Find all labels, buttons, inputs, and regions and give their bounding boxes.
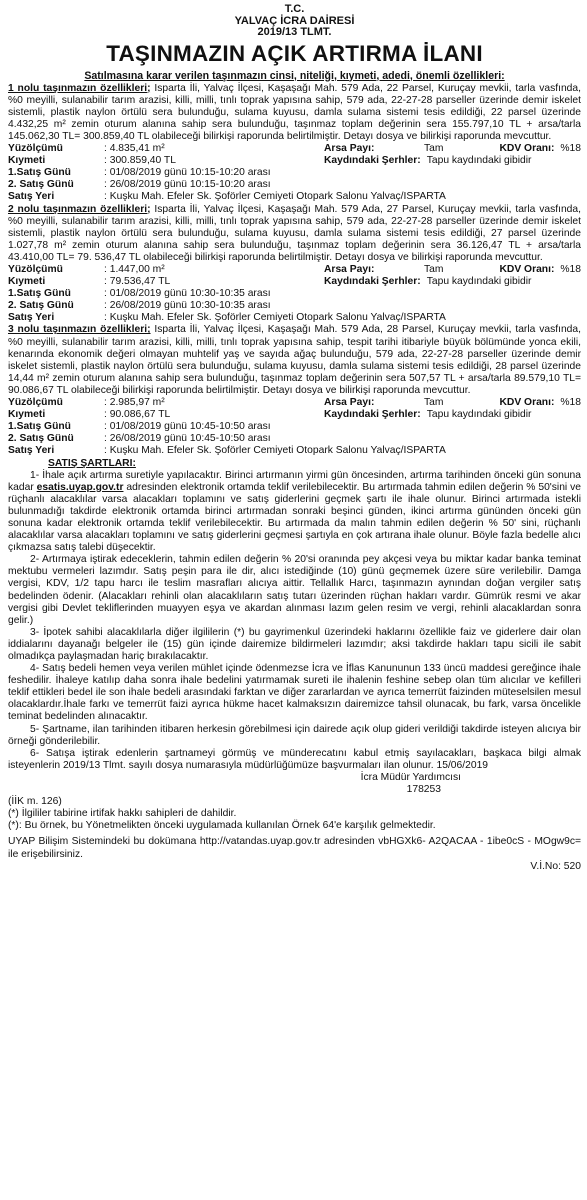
footnote-1: (*) İlgililer tabirine irtifak hakkı sahipleri de dahildir. [8,808,237,820]
row-sale1 [8,421,581,433]
row-value [8,276,581,288]
conditions-title: SATIŞ ŞARTLARI: [48,457,136,469]
value-registry: Tapu kaydındaki gibidir [426,276,532,288]
row-value [8,409,581,421]
header-tc: T.C. [284,3,305,15]
property-description [8,204,581,264]
value-registry: Tapu kaydındaki gibidir [426,155,532,167]
condition-2: 2- Artırmaya iştirak edeceklerin, tahmin edilen değerin % 20'si oranında pey akçesi veya bu miktar kadar banka teminat mektubu vermeleri lazımdır. Satış peşin para ile dir, alıcı istediğinde (10) günü geçmemek üzere süre verilebilir. Damga vergisi, KDV, 1/2 tapu harcı ile teslim masrafları alıcıya aittir. Tellallık Harcı, taşınmazın aynından doğan vergiler satış bedelinden ödenir. (Alacakları rehinli olan alacaklıların satış tutarı üzerinden rüçhan hakları vardır. Gümrük resmi ve akar vergisi gibi Devlet tekliflerinden muayyen eşya ve akardan alınması lazım gelen resim ve vergi, rehinli alacaklardan sonra gelir.) [8,554,581,626]
label-sale2: 2. Satış Günü [8,300,74,312]
footer-access-text: UYAP Bilişim Sistemindeki bu dokümana http://vatandas.uyap.gov.tr adresinden vbHGXk6- A2QACAA - 1ibe0cS - MOgw9c= ile erişebilirsiniz. [8,836,581,860]
row-location [8,191,581,203]
label-share: Arsa Payı: [324,264,375,275]
property-text: Isparta İli, Yalvaç İlçesi, Kaşaşağı Mah. 579 Ada, 28 Parsel, Kuruçay mevkii, tarla vasfında, %0 meyilli, sulanabilir tarım arazisi, killi, milli, tınlı toprak yapısına sahip, tespit tarihi itibariyle büyük bölümünde yonca ekili, kenarında ekonomik değeri olmayan muhtelif yaş ve sayıda ağaç bulunduğu, 579 ada, 22-27-28 parseller üzerinde demir iskelet sistemli, plastik naylon örtülü sera bulunduğu, sulama kuyusu, damla sulama sistemi tesis edildiği, 28 parsel üzerinde 14,44 m² zemin oturum alanına sahip sera bulunduğu, taşınmaz toplam değerinin sera 507,57 TL + arsa/tarla 89.579,10 TL= 90.086,67 TL olabileceği bilirkişi raporunda belirtilmiştir. Detayı dosya ve bilirkişi raporunda mevcuttur. [8,324,581,396]
value-area: : 1.447,00 m² [104,264,165,275]
value-area: : 4.835,41 m² [104,143,165,155]
property-text: Isparta İli, Yalvaç İlçesi, Kaşaşağı Mah. 579 Ada, 27 Parsel, Kuruçay mevkii, tarla vasfında, %0 meyilli, sulanabilir tarım arazisi, killi, milli, tınlı toprak yapısına sahip, 579 ada, 22-27-28 parseller üzerinde demir iskelet sistemli, plastik naylon örtülü sera bulunduğu, sulama kuyusu, damla sulama sistemi tesis edildiği, 27 parsel üzerinde 1.027,78 m² zemin oturum alanına sahip sera bulunduğu, taşınmaz toplam değerinin sera 36.126,47 TL + arsa/tarla 43.410,00 TL= 79. 536,47 TL olabileceği bilirkişi raporunda belirtilmiştir. Detayı dosya ve bilirkişi raporunda mevcuttur. [8,203,581,263]
value-vat: %18 [560,264,581,275]
label-sale1: 1.Satış Günü [8,167,71,179]
label-location: Satış Yeri [8,312,55,324]
label-sale1: 1.Satış Günü [8,421,71,433]
row-value [8,155,581,167]
row-sale2 [8,433,581,445]
row-area [8,143,581,155]
esatis-link[interactable]: esatis.uyap.gov.tr [36,481,124,493]
condition-5: 5- Şartname, ilan tarihinden itibaren herkesin görebilmesi için dairede açık olup gideri verildiği takdirde isteyen alıcıya bir örneği gönderilebilir. [8,723,581,747]
signature-title: İcra Müdür Yardımcısı [360,771,461,783]
value-share: Tam [424,397,444,409]
row-location [8,312,581,324]
label-vat: KDV Oranı: [499,143,555,155]
section-subtitle: Satılmasına karar verilen taşınmazın cinsi, niteliği, kıymeti, adedi, önemli özellikleri: [84,69,505,82]
row-sale1 [8,288,581,300]
condition-1-text-a: 1- İhale açık artırma suretiyle yapılacaktır. Birinci artırmanın yirmi gün öncesinden, artırma tarihinden önceki gün sonuna kadar [8,469,581,493]
value-sale2: : 26/08/2019 günü 10:30-10:35 arası [104,300,271,312]
value-registry: Tapu kaydındaki gibidir [426,409,532,421]
label-registry: Kaydındaki Şerhler: [324,155,421,167]
value-sale1: : 01/08/2019 günü 10:15-10:20 arası [104,167,271,179]
label-vat: KDV Oranı: [499,264,555,275]
property-block-3 [8,324,581,457]
condition-4: 4- Satış bedeli hemen veya verilen mühlet içinde ödenmezse İcra ve İflas Kanununun 133 üncü maddesi gereğince ihale feshedilir. İhaleye katılıp daha sonra ihale bedelini yatırmamak sureti ile ihalenin feshine sebep olan tüm alıcılar ve kefilleri teklif ettikleri bedel ile son ihale bedeli arasındaki farktan ve diğer zararlardan ve ayrıca temerrüt faizinden müteselsilen mesul olacaklardır.İhale farkı ve temerrüt faizi ayrıca hükme hacet kalmaksızın dairemizce tahsil olunacak, bu fark, varsa öncelikle teminat bedelinden alınacaktır. [8,663,581,723]
property-block-1 [8,83,581,204]
label-registry: Kaydındaki Şerhler: [324,409,421,421]
condition-3: 3- İpotek sahibi alacaklılarla diğer ilgililerin (*) bu gayrimenkul üzerindeki haklarını özellikle faiz ve giderlere dair olan iddialarını dayanağı belgeler ile (15) gün içinde dairemize bildirmeleri lazımdır; aksi takdirde hakları tapu sicili ile sabit olmadıkça paylaşmadan hariç bırakılacaktır. [8,626,581,662]
value-vat: %18 [560,397,581,409]
label-value: Kıymeti [8,409,46,421]
row-location [8,445,581,457]
label-registry: Kaydındaki Şerhler: [324,276,421,288]
property-block-2 [8,204,581,325]
property-description [8,83,581,143]
value-area: : 2.985,97 m² [104,397,165,409]
label-share: Arsa Payı: [324,143,375,155]
property-text: Isparta İli, Yalvaç İlçesi, Kaşaşağı Mah. 579 Ada, 22 Parsel, Kuruçay mevkii, tarla vasfında, %0 meyilli, sulanabilir tarım arazisi, killi, milli, tınlı toprak yapısına sahip, 579 ada, 22-27-28 parseller üzerinde demir iskelet sistemli, plastik naylon örtülü sera bulunduğu, sulama kuyusu, damla sulama sistemi tesis edildiği, 22 parsel üzerinde 4.432,25 m² zemin oturum alanına sahip sera bulunduğu, taşınmaz toplam değerinin sera 155.797,10 TL + arsa/tarla 145.062,30 TL= 300.859,40 TL olabileceği bilirkişi raporunda belirtilmiştir. Detayı dosya ve bilirkişi raporunda mevcuttur. [8,82,581,142]
page-title: TAŞINMAZIN AÇIK ARTIRMA İLANI [106,40,483,66]
label-location: Satış Yeri [8,191,55,203]
value-vat: %18 [560,143,581,155]
value-share: Tam [424,264,444,275]
value-sale1: : 01/08/2019 günü 10:30-10:35 arası [104,288,271,300]
label-share: Arsa Payı: [324,397,375,409]
value-value: : 300.859,40 TL [104,155,176,167]
property-heading: 1 nolu taşınmazın özellikleri; [8,82,151,94]
condition-1 [8,470,581,555]
label-area: Yüzölçümü [8,397,63,409]
footnote-2: (*): Bu örnek, bu Yönetmelikten önceki uygulamada kullanılan Örnek 64'e karşılık gelmektedir. [8,820,436,832]
label-value: Kıymeti [8,155,46,167]
signature-number: 178253 [406,784,441,796]
value-share: Tam [424,143,444,155]
law-reference: (İİK m. 126) [8,796,62,808]
footer-vi-number: V.İ.No: 520 [530,860,581,872]
row-area [8,264,581,276]
value-value: : 79.536,47 TL [104,276,171,288]
row-area [8,397,581,409]
row-sale2 [8,300,581,312]
label-value: Kıymeti [8,276,46,288]
value-sale2: : 26/08/2019 günü 10:45-10:50 arası [104,433,271,445]
value-sale2: : 26/08/2019 günü 10:15-10:20 arası [104,179,271,191]
header-file-number: 2019/13 TLMT. [257,26,332,38]
value-location: : Kuşku Mah. Efeler Sk. Şoförler Cemiyeti Otopark Salonu Yalvaç/ISPARTA [104,191,446,203]
condition-1-text-b: adresinden elektronik ortamda teklif verilebilecektir. Bu artırmada tahmin edilen değerin % 50'sini ve rüçhanlı alacaklılar varsa alacakları toplamını ve satış giderlerini geçmek şartı ile ihale olunur. Birinci artırmada istekli bulunmadığı takdirde elektronik ortamda birinci artırmadan sonraki beşinci günden, ikinci artırma gününden önceki gün sonuna kadar elektronik ortamda teklif verilebilecektir. Bu artırmada da malın tahmin edilen değerin % 50' sini, rüçhanlı alacaklılar varsa alacakları toplamını ve satış giderlerini geçmesi şartıyla en çok artırana ihale olunur. Böyle fazla bedelle alıcı çıkmazsa satış talebi düşecektir. [8,481,581,554]
value-sale1: : 01/08/2019 günü 10:45-10:50 arası [104,421,271,433]
label-sale2: 2. Satış Günü [8,179,74,191]
value-location: : Kuşku Mah. Efeler Sk. Şoförler Cemiyeti Otopark Salonu Yalvaç/ISPARTA [104,312,446,324]
label-sale1: 1.Satış Günü [8,288,71,300]
property-heading: 3 nolu taşınmazın özellikleri; [8,324,151,336]
value-location: : Kuşku Mah. Efeler Sk. Şoförler Cemiyeti Otopark Salonu Yalvaç/ISPARTA [104,445,446,457]
property-heading: 2 nolu taşınmazın özellikleri; [8,203,151,215]
row-sale1 [8,167,581,179]
label-area: Yüzölçümü [8,264,63,275]
label-area: Yüzölçümü [8,143,63,155]
property-description [8,324,581,397]
label-vat: KDV Oranı: [499,397,555,409]
row-sale2 [8,179,581,191]
condition-6: 6- Satışa iştirak edenlerin şartnameyi görmüş ve münderecatını kabul etmiş sayılacakları, başkaca bilgi almak isteyenlerin 2019/13 Tlmt. sayılı dosya numarasıyla müdürlüğümüze başvurmaları ilan olunur. 15/06/2019 [8,747,581,771]
header-office: YALVAÇ İCRA DAİRESİ [234,14,355,27]
value-value: : 90.086,67 TL [104,409,171,421]
label-location: Satış Yeri [8,445,55,457]
label-sale2: 2. Satış Günü [8,433,74,445]
